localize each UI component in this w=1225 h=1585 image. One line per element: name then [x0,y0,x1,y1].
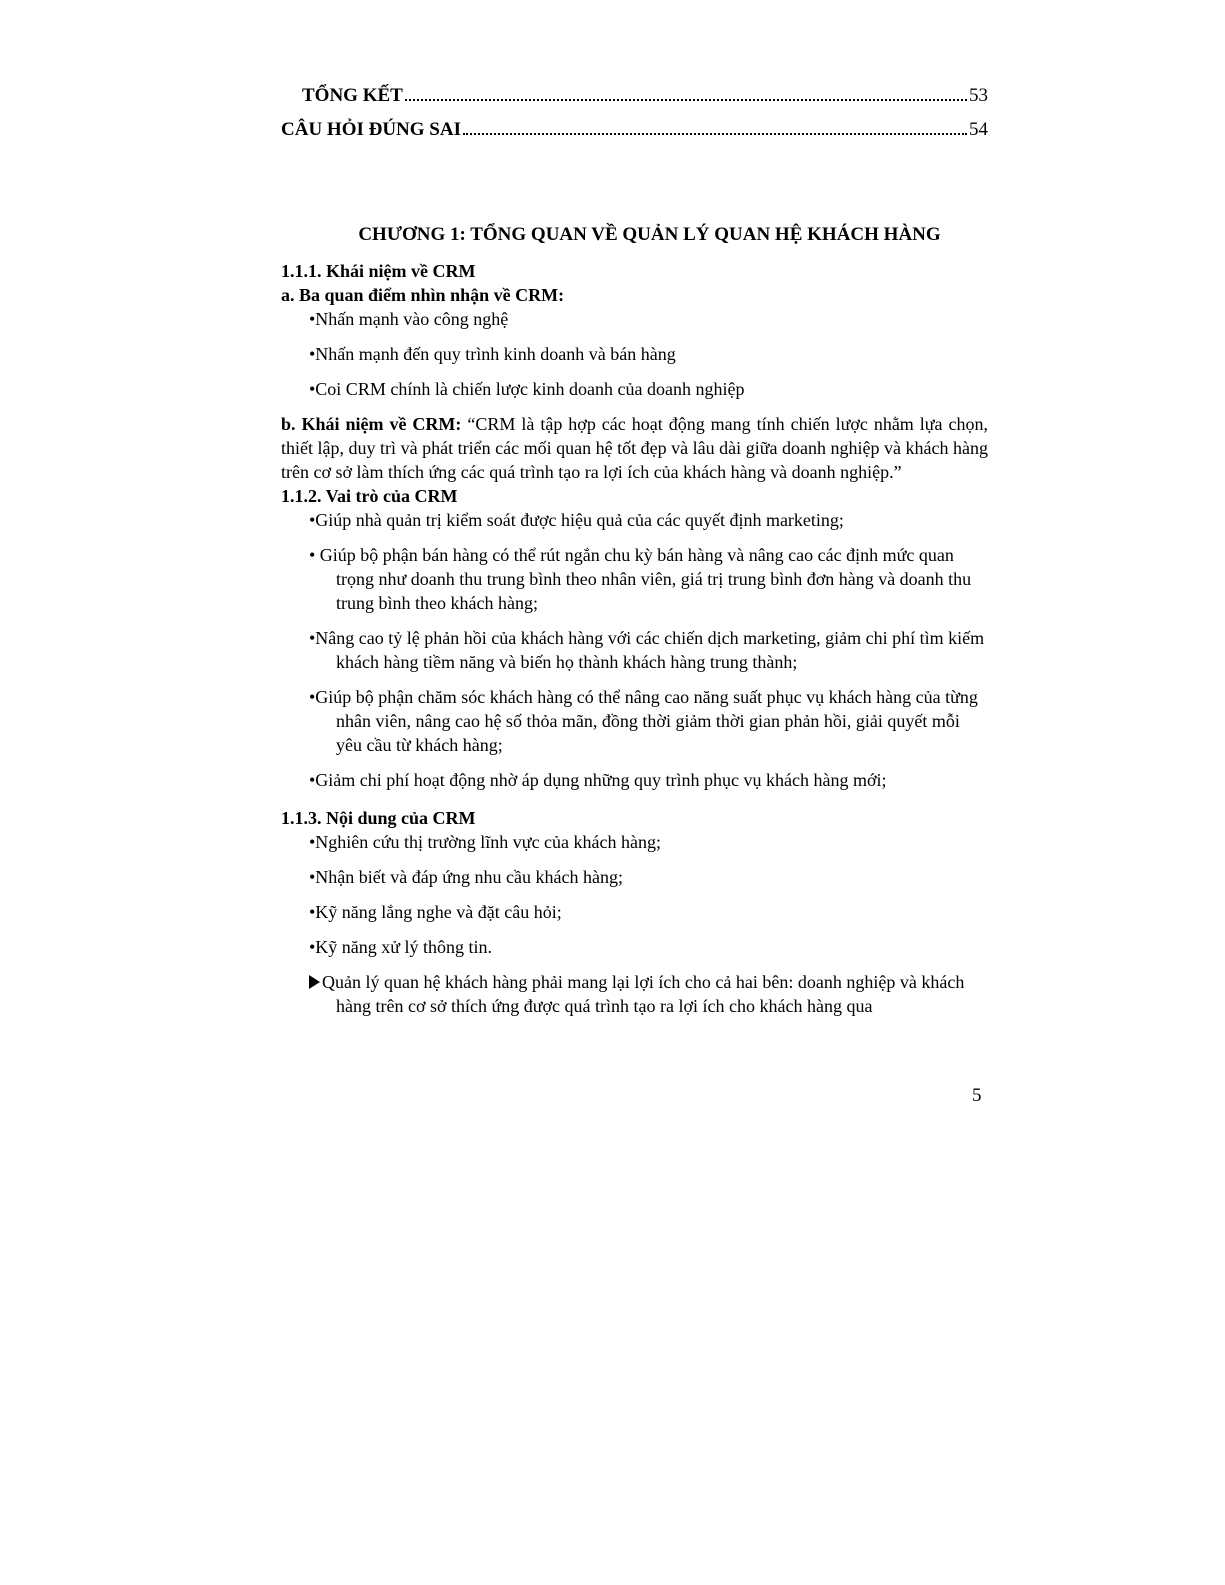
subheading-a: a. Ba quan điểm nhìn nhận về CRM: [281,285,565,305]
toc-entry-label: CÂU HỎI ĐÚNG SAI [281,119,461,140]
list-item: •Kỹ năng lắng nghe và đặt câu hỏi; [309,902,562,922]
list-item: •Giúp nhà quản trị kiểm soát được hiệu quả của các quyết định marketing; [309,510,844,530]
list-item: •Kỹ năng xử lý thông tin. [309,937,493,957]
section-heading-1-1-1: 1.1.1. Khái niệm về CRM [281,261,476,281]
section-heading-1-1-2: 1.1.2. Vai trò của CRM [281,486,458,506]
chapter-title: CHƯƠNG 1: TỔNG QUAN VỀ QUẢN LÝ QUAN HỆ KHÁCH HÀNG [358,224,941,245]
list-item: •Nhấn mạnh đến quy trình kinh doanh và bán hàng [309,344,676,364]
list-item: •Coi CRM chính là chiến lược kinh doanh của doanh nghiệp [309,379,745,399]
toc-dot-leader [463,132,967,135]
toc-entry-page: 53 [969,85,988,106]
list-item: • Giúp bộ phận bán hàng có thể rút ngắn chu kỳ bán hàng và nâng cao các định mức quan trọng như doanh thu trung bình theo nhân viên, giá trị trung bình đơn hàng và doanh thu trung bình theo khách hàng; [309,545,972,613]
toc-entry-cau-hoi-dung-sai[interactable] [281,118,988,152]
toc-entry-page: 54 [969,119,988,140]
definition-paragraph [281,412,988,484]
list-item: •Nhận biết và đáp ứng nhu cầu khách hàng; [309,867,623,887]
arrow-right-icon [309,975,320,989]
section-heading-1-1-3: 1.1.3. Nội dung của CRM [281,808,476,828]
toc-entry-label: TỔNG KẾT [302,85,403,106]
toc-dot-leader [405,98,967,101]
page-number: 5 [972,1085,982,1106]
list-item: •Giúp bộ phận chăm sóc khách hàng có thể nâng cao năng suất phục vụ khách hàng của từng nhân viên, nâng cao hệ số thỏa mãn, đồng thời giảm thời gian phản hồi, giải quyết mỗi yêu cầu từ khách hàng; [309,687,978,755]
toc-entry-tong-ket[interactable] [281,84,988,118]
definition-label: b. Khái niệm về CRM: [281,414,462,434]
chapter-content [281,223,988,1029]
list-item: •Nhấn mạnh vào công nghệ [309,309,509,329]
list-item: •Nâng cao tỷ lệ phản hồi của khách hàng với các chiến dịch marketing, giảm chi phí tìm kiếm khách hàng tiềm năng và biến họ thành khách hàng trung thành; [309,628,985,672]
arrow-list-item [309,970,988,1018]
list-item: •Nghiên cứu thị trường lĩnh vực của khách hàng; [309,832,662,852]
table-of-contents [281,84,988,152]
definition-text: “CRM là tập hợp các hoạt động mang tính chiến lược nhằm lựa chọn, thiết lập, duy trì và phát triển các mối quan hệ tốt đẹp và lâu dài giữa doanh nghiệp và khách hàng trên cơ sở làm thích ứng các quá trình tạo ra lợi ích của khách hàng và doanh nghiệp.” [281,414,988,482]
arrow-list-item-text: Quản lý quan hệ khách hàng phải mang lại lợi ích cho cả hai bên: doanh nghiệp và khách hàng trên cơ sở thích ứng được quá trình tạo ra lợi ích cho khách hàng qua [322,972,965,1016]
list-item: •Giảm chi phí hoạt động nhờ áp dụng những quy trình phục vụ khách hàng mới; [309,770,887,790]
